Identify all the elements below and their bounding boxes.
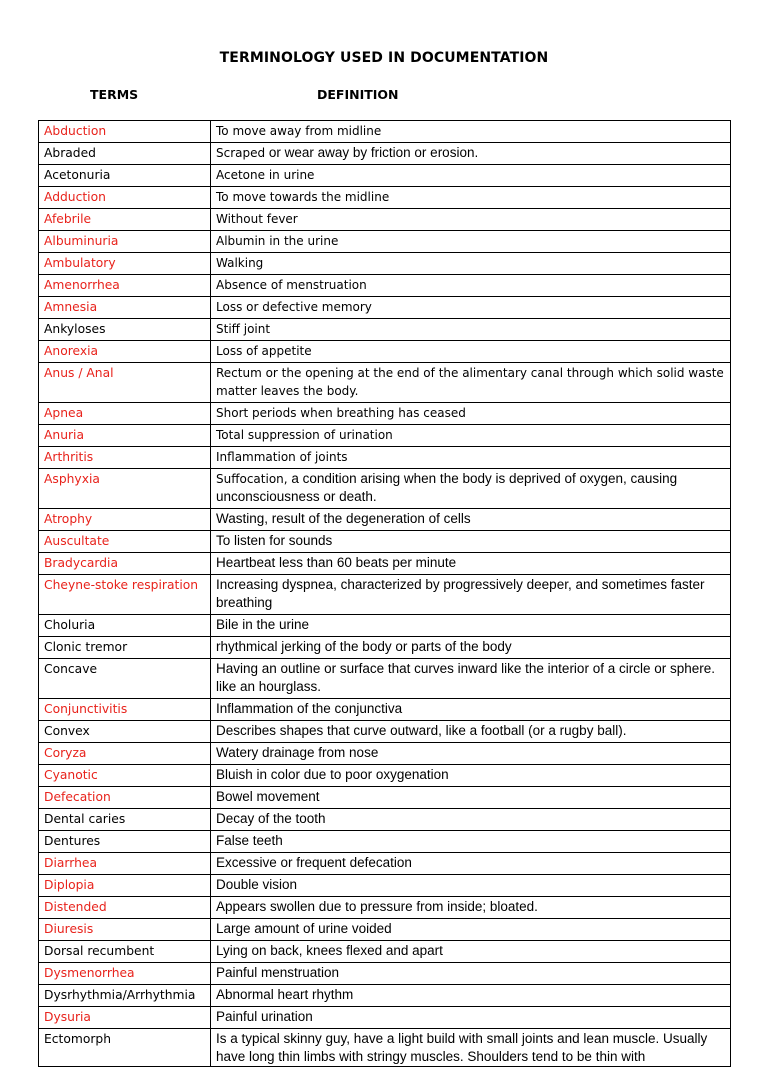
definition-text: Total suppression of urination [216,428,393,442]
table-row [39,447,731,469]
definition-text: a condition arising when the body is deprived of oxygen, causing unconsciousness or death. [216,471,678,504]
definition-cell [211,637,731,659]
definition-text: Large amount of urine voided [216,921,392,936]
table-row [39,637,731,659]
term-cell: Cyanotic [39,765,211,787]
definition-cell [211,787,731,809]
term-cell: Apnea [39,403,211,425]
table-row [39,469,731,509]
definition-text: Without fever [216,212,298,226]
term-cell: Asphyxia [39,469,211,509]
definition-cell [211,721,731,743]
table-row [39,919,731,941]
definition-column-header: DEFINITION [317,87,399,102]
definition-text: Is a typical skinny guy, have a light build with small joints and lean muscle. Usually have long thin limbs with stringy muscles. Shoulders tend to be thin with [216,1031,708,1064]
definition-cell [211,615,731,637]
definition-text: rhythmical jerking of the body or parts of the body [216,639,512,654]
definition-text-lead: Suffocation, [216,472,288,486]
definition-cell [211,447,731,469]
term-cell: Ankyloses [39,319,211,341]
definition-cell [211,209,731,231]
table-row [39,319,731,341]
definition-text: Bluish in color due to poor oxygenation [216,767,449,782]
definition-cell [211,425,731,447]
term-cell: Auscultate [39,531,211,553]
definition-cell [211,165,731,187]
table-row [39,699,731,721]
definition-text: Lying on back, knees flexed and apart [216,943,443,958]
definition-text: Absence of menstruation [216,278,367,292]
definition-cell [211,831,731,853]
definition-text: Painful menstruation [216,965,340,980]
term-cell: Coryza [39,743,211,765]
definition-text: Decay of the tooth [216,811,326,826]
terms-column-header: TERMS [90,87,139,102]
definition-cell [211,553,731,575]
table-row [39,363,731,403]
table-row [39,831,731,853]
term-cell: Abduction [39,121,211,143]
term-cell: Choluria [39,615,211,637]
table-row [39,341,731,363]
term-cell: Abraded [39,143,211,165]
definition-text: Inflammation of the conjunctiva [216,701,403,716]
definition-cell [211,231,731,253]
definition-text: Describes shapes that curve outward, like a football (or a rugby ball). [216,723,627,738]
term-cell: Diuresis [39,919,211,941]
definition-text: Heartbeat less than 60 beats per minute [216,555,457,570]
definition-cell [211,941,731,963]
term-cell: Dysmenorrhea [39,963,211,985]
definition-cell [211,531,731,553]
table-row [39,143,731,165]
definition-cell [211,509,731,531]
definition-cell [211,469,731,509]
term-cell: Bradycardia [39,553,211,575]
term-cell: Arthritis [39,447,211,469]
definition-text: Watery drainage from nose [216,745,379,760]
table-row [39,165,731,187]
table-row [39,425,731,447]
definition-cell [211,275,731,297]
term-cell: Dentures [39,831,211,853]
definition-text-lead: Scraped [216,146,266,160]
definition-cell [211,853,731,875]
definition-cell [211,897,731,919]
definition-cell [211,875,731,897]
table-row [39,853,731,875]
term-cell: Acetonuria [39,165,211,187]
definition-text: Albumin in the urine [216,234,339,248]
term-cell: Conjunctivitis [39,699,211,721]
definition-text: Loss or defective memory [216,300,372,314]
table-row [39,1029,731,1067]
definition-cell [211,699,731,721]
table-row [39,575,731,615]
definition-text: To move towards the midline [216,190,390,204]
term-cell: Dental caries [39,809,211,831]
table-row [39,121,731,143]
term-cell: Dysrhythmia/Arrhythmia [39,985,211,1007]
term-cell: Amenorrhea [39,275,211,297]
definition-text: Bowel movement [216,789,320,804]
table-row [39,615,731,637]
definition-cell [211,575,731,615]
definition-cell [211,403,731,425]
term-cell: Anus / Anal [39,363,211,403]
definition-text: Walking [216,256,264,270]
term-cell: Dorsal recumbent [39,941,211,963]
definition-text: Acetone in urine [216,168,315,182]
term-cell: Concave [39,659,211,699]
term-cell: Amnesia [39,297,211,319]
table-row [39,985,731,1007]
table-row [39,231,731,253]
table-row [39,297,731,319]
definition-text: Painful urination [216,1009,313,1024]
definition-cell [211,659,731,699]
term-cell: Clonic tremor [39,637,211,659]
definition-text: Inflammation of joints [216,450,348,464]
table-row [39,403,731,425]
table-row [39,1007,731,1029]
definition-cell [211,363,731,403]
term-cell: Dysuria [39,1007,211,1029]
table-row [39,875,731,897]
definition-text: False teeth [216,833,283,848]
term-cell: Distended [39,897,211,919]
term-cell: Atrophy [39,509,211,531]
definition-cell [211,319,731,341]
definition-cell [211,341,731,363]
term-cell: Ambulatory [39,253,211,275]
definition-text: Excessive or frequent defecation [216,855,412,870]
definition-cell [211,919,731,941]
table-row [39,787,731,809]
definition-text: Wasting, result of the degeneration of cells [216,511,471,526]
definition-text: Bile in the urine [216,617,310,632]
term-cell: Anorexia [39,341,211,363]
definition-text: Increasing dyspnea, characterized by progressively deeper, and sometimes faster breathing [216,577,705,610]
table-row [39,941,731,963]
table-row [39,765,731,787]
term-cell: Afebrile [39,209,211,231]
term-cell: Convex [39,721,211,743]
definition-cell [211,297,731,319]
term-cell: Diplopia [39,875,211,897]
definition-text: Double vision [216,877,298,892]
table-row [39,553,731,575]
document-title: TERMINOLOGY USED IN DOCUMENTATION [219,50,549,66]
term-cell: Albuminuria [39,231,211,253]
table-row [39,743,731,765]
term-cell: Cheyne-stoke respiration [39,575,211,615]
table-row [39,809,731,831]
definition-text: Abnormal heart rhythm [216,987,354,1002]
table-row [39,187,731,209]
definition-text: Rectum or the opening at the end of the alimentary canal through which solid waste matter leaves the body. [216,366,724,398]
table-row [39,721,731,743]
definition-cell [211,985,731,1007]
definition-cell [211,765,731,787]
term-cell: Diarrhea [39,853,211,875]
definition-cell [211,121,731,143]
table-row [39,897,731,919]
definition-text: or wear away by friction or erosion. [265,145,479,160]
table-row [39,209,731,231]
table-row [39,275,731,297]
table-row [39,253,731,275]
definition-text: Stiff joint [216,322,271,336]
definition-cell [211,743,731,765]
definition-cell [211,809,731,831]
definition-text: Appears swollen due to pressure from inside; bloated. [216,899,538,914]
term-cell: Adduction [39,187,211,209]
table-row [39,509,731,531]
term-cell: Ectomorph [39,1029,211,1067]
terminology-table [38,120,731,1067]
definition-cell [211,253,731,275]
table-row [39,659,731,699]
definition-cell [211,1029,731,1067]
definition-text: Loss of appetite [216,344,312,358]
definition-cell [211,187,731,209]
definition-text: Having an outline or surface that curves inward like the interior of a circle or sphere. like an hourglass. [216,661,715,694]
table-row [39,531,731,553]
definition-text: To move away from midline [216,124,382,138]
definition-cell [211,143,731,165]
definition-cell [211,963,731,985]
definition-text: Short periods when breathing has ceased [216,406,466,420]
table-row [39,963,731,985]
term-cell: Defecation [39,787,211,809]
definition-text: To listen for sounds [216,533,333,548]
definition-cell [211,1007,731,1029]
term-cell: Anuria [39,425,211,447]
